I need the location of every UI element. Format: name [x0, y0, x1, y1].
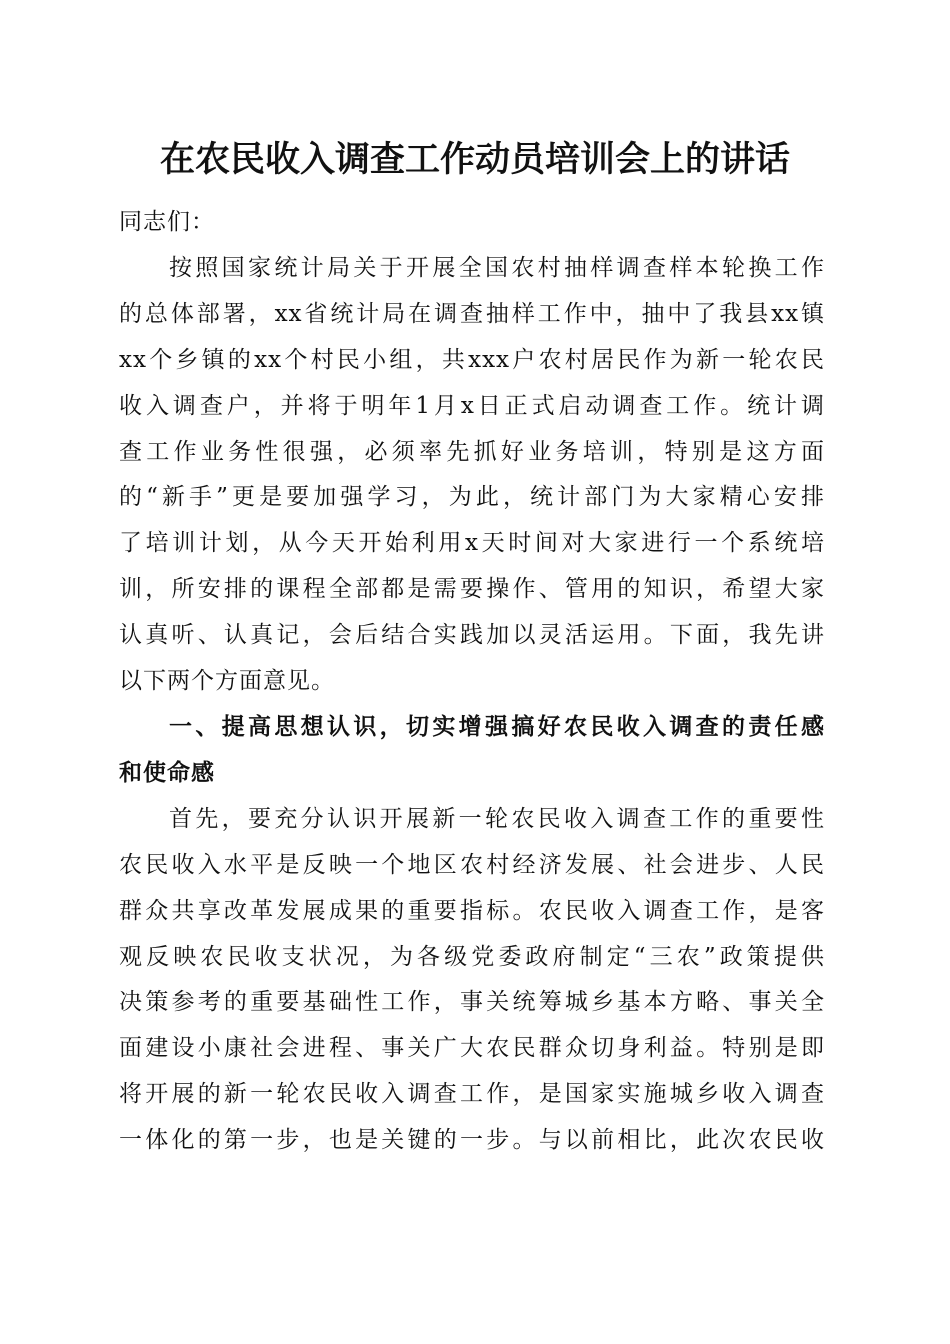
paragraph-line: 以下两个方面意见。 — [119, 668, 335, 695]
paragraph-line: 群众共享改革发展成果的重要指标。农民收入调查工作，是客 — [119, 897, 825, 924]
paragraph-line: 收入调查户，并将于明年1月x日正式启动调查工作。统计调 — [119, 392, 825, 419]
heading-line: 一、提高思想认识，切实增强搞好农民收入调查的责任感 — [169, 713, 825, 740]
paragraph-line: 的总体部署，xx省统计局在调查抽样工作中，抽中了我县xx镇 — [119, 300, 825, 327]
paragraph-line: xx个乡镇的xx个村民小组，共xxx户农村居民作为新一轮农民 — [119, 346, 825, 373]
paragraph-intro — [119, 246, 825, 705]
section-heading-1 — [119, 705, 825, 797]
paragraph-line: 了培训计划，从今天开始利用x天时间对大家进行一个系统培 — [119, 530, 825, 557]
heading-line: 和使命感 — [119, 759, 215, 786]
paragraph-line: 查工作业务性很强，必须率先抓好业务培训，特别是这方面 — [119, 438, 825, 465]
paragraph-line: 首先，要充分认识开展新一轮农民收入调查工作的重要性 — [169, 805, 825, 832]
salutation: 同志们： — [119, 209, 215, 235]
paragraph-line: 一体化的第一步，也是关键的一步。与以前相比，此次农民收 — [119, 1127, 825, 1154]
document-title: 在农民收入调查工作动员培训会上的讲话 — [159, 139, 790, 180]
paragraph-line: 的“新手”更是要加强学习，为此，统计部门为大家精心安排 — [119, 484, 825, 511]
paragraph-line: 决策参考的重要基础性工作，事关统筹城乡基本方略、事关全 — [119, 989, 825, 1016]
paragraph-line: 面建设小康社会进程、事关广大农民群众切身利益。特别是即 — [119, 1035, 825, 1062]
paragraph-line: 认真听、认真记，会后结合实践加以灵活运用。下面，我先讲 — [119, 622, 825, 649]
paragraph-line: 按照国家统计局关于开展全国农村抽样调查样本轮换工作 — [169, 254, 825, 281]
paragraph-importance — [119, 797, 825, 1164]
document-body — [119, 200, 825, 1164]
paragraph-line: 农民收入水平是反映一个地区农村经济发展、社会进步、人民 — [119, 851, 825, 878]
paragraph-line: 训，所安排的课程全部都是需要操作、管用的知识，希望大家 — [119, 576, 825, 603]
paragraph-line: 将开展的新一轮农民收入调查工作，是国家实施城乡收入调查 — [119, 1081, 825, 1108]
paragraph-line: 观反映农民收支状况，为各级党委政府制定“三农”政策提供 — [119, 943, 825, 970]
